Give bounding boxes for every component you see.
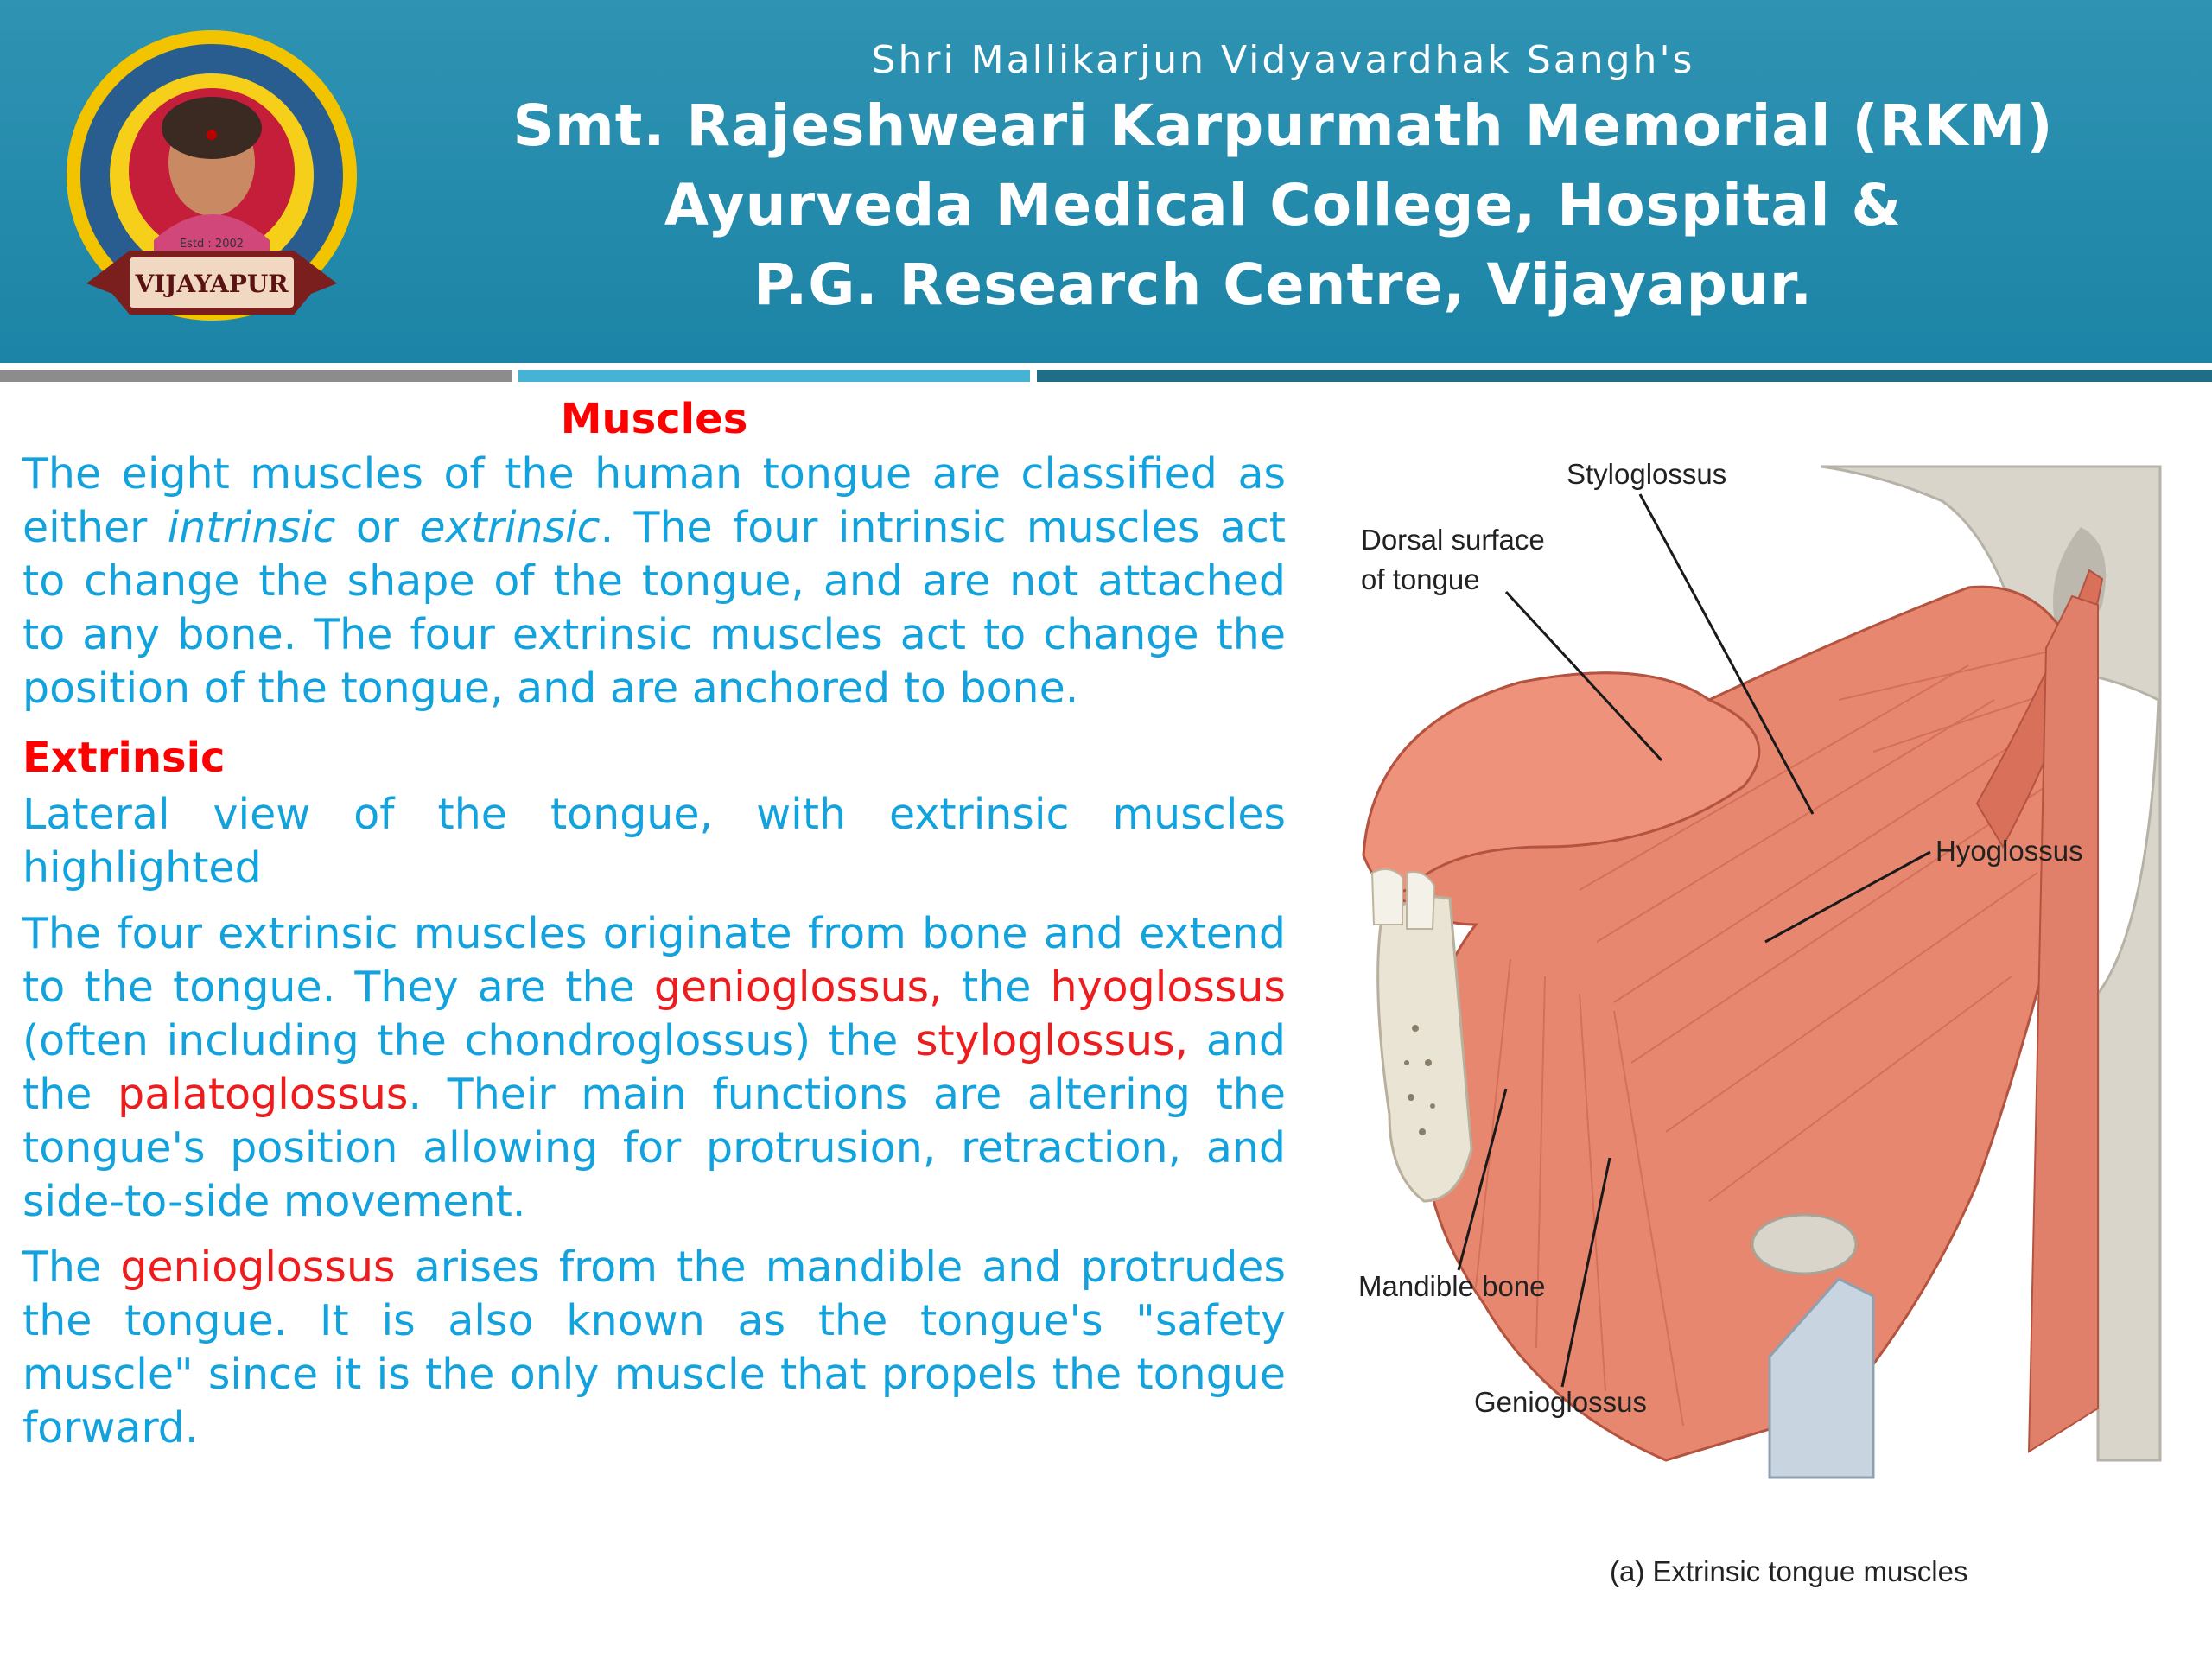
divider-stripe-light-blue bbox=[518, 370, 1030, 382]
label-styloglossus: Styloglossus bbox=[1567, 458, 1727, 490]
mandible-bone bbox=[1378, 897, 1471, 1201]
org-tagline: Shri Mallikarjun Vidyavardhak Sangh's bbox=[871, 38, 1695, 82]
intro-paragraph bbox=[22, 448, 1286, 715]
intro-term-intrinsic: intrinsic bbox=[167, 503, 336, 552]
slide-text-column bbox=[22, 391, 1286, 1455]
extrinsic-text-1: The four extrinsic muscles originate from bone and extend to the tongue. They are the bbox=[22, 909, 1286, 1012]
intro-text-1: The eight muscles of the human tongue are classified as either bbox=[22, 449, 1286, 552]
extrinsic-subheading: Extrinsic bbox=[22, 734, 226, 782]
label-hyoglossus: Hyoglossus bbox=[1936, 835, 2083, 867]
seal-estd-text: Estd : 2002 bbox=[179, 238, 245, 251]
genioglossus-paragraph bbox=[22, 1241, 1286, 1455]
seal-ribbon-text: VIJAYAPUR bbox=[135, 270, 289, 298]
college-title-line-3: P.G. Research Centre, Vijayapur. bbox=[753, 251, 1814, 318]
extrinsic-muscles-paragraph bbox=[22, 907, 1286, 1229]
label-genioglossus: Genioglossus bbox=[1474, 1386, 1647, 1418]
intro-text-2: or bbox=[335, 503, 420, 552]
extrinsic-text-2: the bbox=[942, 963, 1051, 1012]
intro-text-3: . The four intrinsic muscles act to change the shape of the tongue, and are not attached to any bone. The four extrinsic muscles act to change the position of the tongue, and are anchored to bone. bbox=[22, 503, 1286, 713]
intro-term-extrinsic: extrinsic bbox=[419, 503, 601, 552]
header-text-block bbox=[380, 35, 2186, 325]
genioglossus-text-2: arises from the mandible and protrudes the tongue. It is also known as the tongue's "safety muscle" since it is the only muscle that propels the tongue forward. bbox=[22, 1243, 1286, 1452]
term-palatoglossus: palatoglossus bbox=[118, 1070, 409, 1119]
tongue-muscles-illustration bbox=[1320, 441, 2184, 1616]
genioglossus-text-1: The bbox=[22, 1243, 121, 1292]
divider-stripe-dark-blue bbox=[1037, 370, 2212, 382]
tooth-1 bbox=[1372, 869, 1402, 925]
slide-heading: Muscles bbox=[560, 395, 748, 443]
hyoid-bone bbox=[1752, 1215, 1856, 1274]
label-dorsal-surface-line-1: Dorsal surface bbox=[1361, 524, 1545, 556]
term-genioglossus: genioglossus, bbox=[653, 963, 943, 1012]
term-hyoglossus: hyoglossus bbox=[1050, 963, 1286, 1012]
tooth-2 bbox=[1407, 872, 1434, 929]
header-banner bbox=[0, 0, 2212, 363]
extrinsic-text-5: . Their main functions are altering the tongue's position allowing for protrusion, retraction, and side-to-side movement. bbox=[22, 1070, 1286, 1226]
extrinsic-text-3: (often including the chondroglossus) the bbox=[22, 1016, 916, 1065]
label-mandible-bone: Mandible bone bbox=[1358, 1270, 1546, 1302]
lateral-view-paragraph: Lateral view of the tongue, with extrinsic muscles highlighted bbox=[22, 790, 1286, 893]
label-dorsal-surface-line-2: of tongue bbox=[1361, 563, 1480, 595]
figure-caption: (a) Extrinsic tongue muscles bbox=[1610, 1555, 1968, 1587]
term-styloglossus: styloglossus, bbox=[915, 1016, 1189, 1065]
term-genioglossus-2: genioglossus bbox=[120, 1243, 396, 1292]
extrinsic-text-4: and the bbox=[22, 1016, 1286, 1119]
divider-stripe-gray bbox=[0, 370, 512, 382]
college-title-line-1: Smt. Rajeshweari Karpurmath Memorial (RKM) bbox=[512, 92, 2054, 159]
college-title-line-2: Ayurveda Medical College, Hospital & bbox=[664, 172, 1903, 238]
college-seal-logo bbox=[52, 24, 372, 344]
